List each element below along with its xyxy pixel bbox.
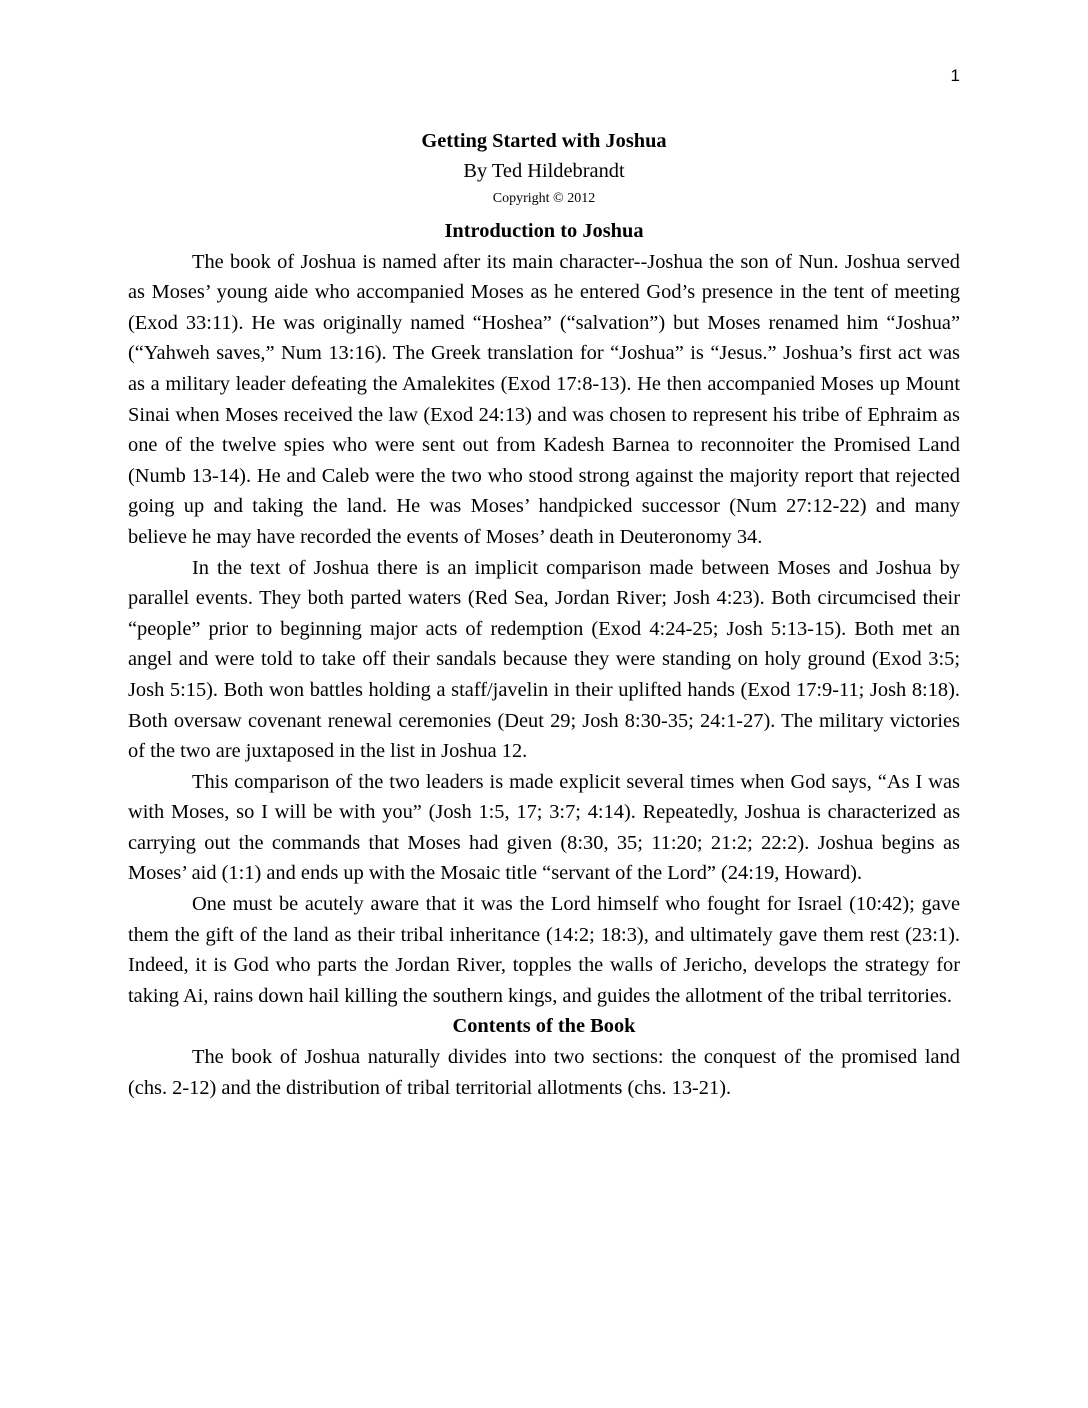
paragraph: The book of Joshua naturally divides into two sections: the conquest of the promised land (chs. 2-12) and the distribution of tribal territorial allotments (chs. 13-21). bbox=[128, 1046, 960, 1099]
paragraph: This comparison of the two leaders is made explicit several times when God says, “As I was with Moses, so I will be with you” (Josh 1:5, 17; 3:7; 4:14). Repeatedly, Joshua is characterized as carrying out the commands that Moses had given (8:30, 35; 11:20; 21:2; 22:2). Joshua begins as Moses’ aid (1:1) and ends up with the Mosaic title “servant of the Lord” (24:19, Howard). bbox=[128, 770, 960, 885]
section-heading: Introduction to Joshua bbox=[444, 220, 644, 242]
section-contents bbox=[128, 1011, 960, 1103]
author-line: By Ted Hildebrandt bbox=[463, 160, 625, 182]
paragraph: One must be acutely aware that it was the Lord himself who fought for Israel (10:42); gave them the gift of the land as their tribal inheritance (14:2; 18:3), and ultimately gave them rest (23:1). Indeed, it is God who parts the Jordan River, topples the walls of Jericho, develops the strategy for taking Ai, rains down hail killing the southern kings, and guides the allotment of the tribal territories. bbox=[128, 893, 960, 1007]
section-heading: Contents of the Book bbox=[452, 1015, 636, 1038]
paragraph: The book of Joshua is named after its main character--Joshua the son of Nun. Joshua served as Moses’ young aide who accompanied Moses as he entered God’s presence in the tent of meeting (Exod 33:11). He was originally named “Hoshea” (“salvation”) but Moses renamed him “Joshua” (“Yahweh saves,” Num 13:16). The Greek translation for “Joshua” is “Jesus.” Joshua’s first act was as a military leader defeating the Amalekites (Exod 17:8-13). He then accompanied Moses up Mount Sinai when Moses received the law (Exod 24:13) and was chosen to represent his tribe of Ephraim as one of the twelve spies who were sent out from Kadesh Barnea to reconnoiter the Promised Land (Numb 13-14). He and Caleb were the two who stood strong against the majority report that rejected going up and taking the land. He was Moses’ handpicked successor (Num 27:12-22) and many believe he may have recorded the events of Moses’ death in Deuteronomy 34. bbox=[128, 250, 960, 548]
copyright-line: Copyright © 2012 bbox=[492, 191, 596, 206]
paragraph: In the text of Joshua there is an implicit comparison made between Moses and Joshua by parallel events. They both parted waters (Red Sea, Jordan River; Josh 4:23). Both circumcised their “people” prior to beginning major acts of redemption (Exod 4:24-25; Josh 5:13-15). Both met an angel and were told to take off their sandals because they were standing on holy ground (Exod 3:5; Josh 5:15). Both won battles holding a staff/javelin in their uplifted hands (Exod 17:9-11; Josh 8:18). Both oversaw covenant renewal ceremonies (Deut 29; Josh 8:30-35; 24:1-27). The military victories of the two are juxtaposed in the list in Joshua 12. bbox=[128, 556, 960, 763]
section-introduction bbox=[128, 216, 960, 1011]
page-number: 1 bbox=[950, 66, 960, 85]
document-body bbox=[128, 126, 960, 1103]
document-title: Getting Started with Joshua bbox=[421, 130, 667, 152]
